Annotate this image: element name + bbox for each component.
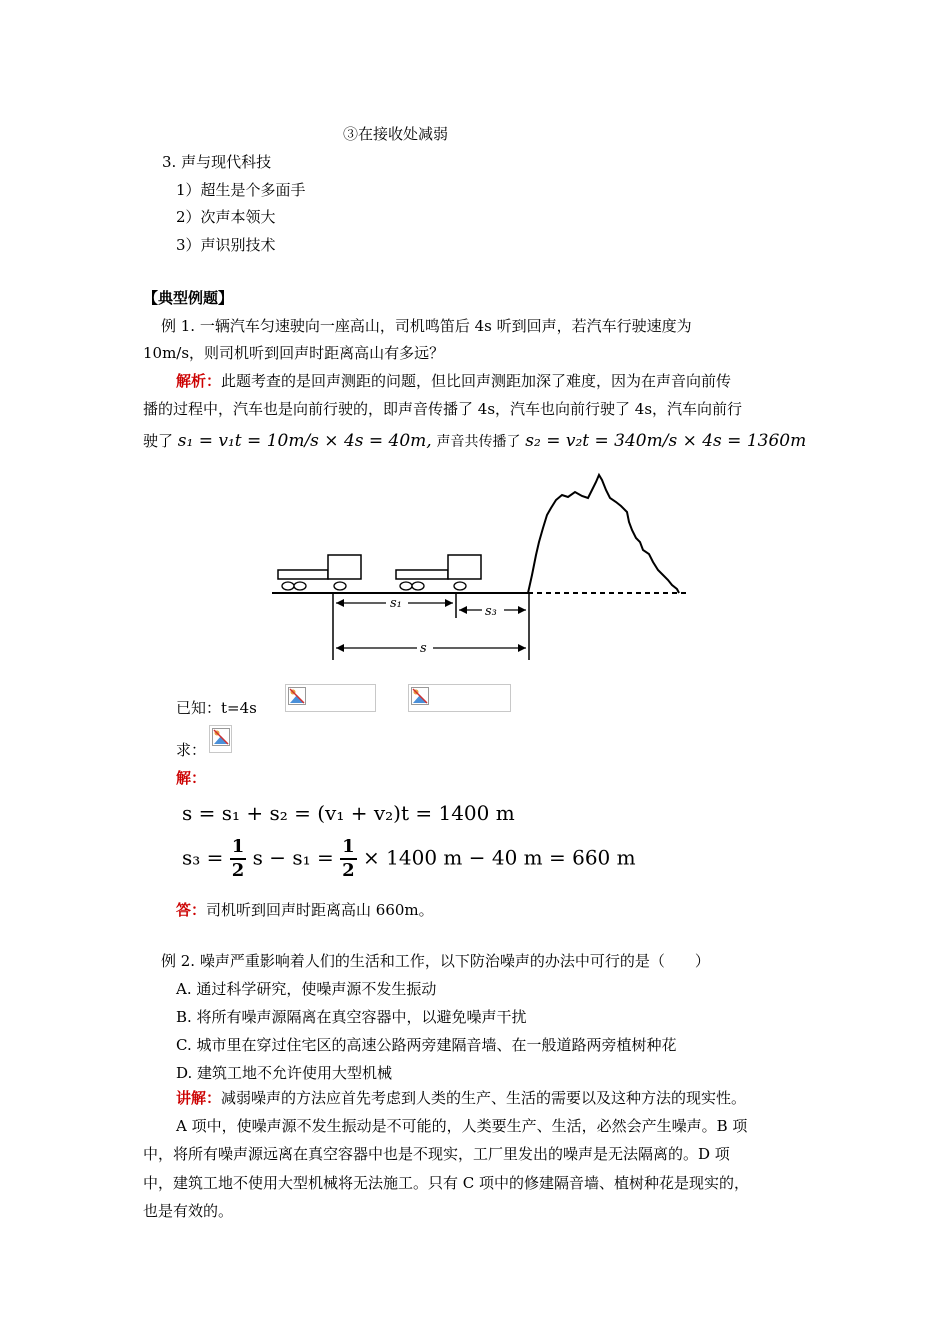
example2-explain-line4: 中，建筑工地不使用大型机械将无法施工。只有 C 项中的修建隔音墙、植树种花是现实的， (143, 1174, 750, 1192)
label-s: s (420, 641, 427, 656)
broken-image-icon (212, 728, 230, 746)
example2-explain-line5: 也是有效的。 (143, 1202, 234, 1220)
example2-option-a: A. 通过科学研究，使噪声源不发生振动 (176, 980, 437, 998)
section-title: 【典型例题】 (143, 289, 234, 307)
broken-image-placeholder-3 (209, 725, 232, 753)
known-label: 已知：t=4s (176, 699, 257, 717)
eq2-mid1: s − s₁ = (252, 845, 334, 870)
example1-analysis-line2: 播的过程中，汽车也是向前行驶的，即声音传播了 4s，汽车也向前行驶了 4s，汽车向前行 (143, 400, 743, 418)
example2-option-b: B. 将所有噪声源隔离在真空容器中，以避免噪声干扰 (176, 1008, 527, 1026)
example2-explain-line2: A 项中，使噪声源不发生振动是不可能的，人类要生产、生活，必然会产生噪声。B 项 (176, 1117, 748, 1135)
equation-1: s = s₁ + s₂ = (v₁ + v₂)t = 1400 m (182, 801, 515, 825)
answer-text: 司机听到回声时距离高山 660m。 (206, 901, 434, 919)
eq2-mid2: × 1400 m − 40 m = 660 m (363, 845, 636, 870)
broken-image-icon (288, 687, 306, 705)
explain-text-1: 减弱噪声的方法应首先考虑到人类的生产、生活的需要以及这种方法的现实性。 (221, 1089, 747, 1107)
analysis-label: 解析： (176, 372, 222, 390)
analysis-text-3-prefix: 驶了 (143, 432, 174, 450)
example2-explain-line3: 中，将所有噪声源远离在真空容器中也是不现实，工厂里发出的噪声是无法隔离的。D 项 (143, 1145, 730, 1163)
outline-sub-3: 3）声识别技术 (176, 236, 276, 254)
formula-s1: s₁ = v₁t = 10m/s × 4s = 40m, (177, 431, 432, 451)
fraction-half-1: $\frac{1}{2}$ (231, 836, 245, 881)
label-s1: s₁ (390, 596, 402, 611)
example2-question: 例 2. 噪声严重影响着人们的生活和工作，以下防治噪声的办法中可行的是（ ） (161, 952, 710, 970)
s-dimension (336, 639, 526, 655)
example1-question-line2: 10m/s，则司机听到回声时距离高山有多远？ (143, 344, 445, 362)
broken-image-placeholder-1 (285, 684, 376, 712)
equation-2 (182, 836, 636, 882)
broken-image-icon (411, 687, 429, 705)
answer-label: 答： (176, 901, 207, 919)
outline-heading-3: 3. 声与现代科技 (162, 153, 272, 171)
example1-question-line1: 例 1. 一辆汽车匀速驶向一座高山，司机鸣笛后 4s 听到回声，若汽车行驶速度为 (161, 317, 692, 335)
fraction-half-2: $\frac{1}{2}$ (342, 836, 355, 881)
mountain-outline (528, 475, 679, 593)
formula-s2: s₂ = v₂t = 340m/s × 4s = 1360m (525, 431, 807, 451)
example2-option-d: D. 建筑工地不允许使用大型机械 (176, 1064, 393, 1082)
example1-analysis-line3 (143, 430, 806, 451)
eq2-left: s₃ = (182, 845, 224, 870)
solution-label: 解： (176, 769, 207, 787)
truck-1 (278, 555, 361, 590)
answer-line (176, 899, 434, 920)
truck-2 (396, 555, 481, 590)
example2-explain-line1 (176, 1087, 746, 1108)
echo-diagram (0, 470, 950, 690)
analysis-text-3-mid: 声音共传播了 (436, 434, 521, 450)
label-s3: s₃ (485, 604, 497, 619)
analysis-text-1: 此题考查的是回声测距的问题，但比回声测距加深了难度，因为在声音向前传 (221, 372, 732, 390)
explain-label: 讲解： (176, 1089, 222, 1107)
outline-sub-2: 2）次声本领大 (176, 208, 276, 226)
outline-item-3-3: ③在接收处减弱 (343, 125, 449, 143)
example1-analysis-line1 (176, 370, 731, 391)
broken-image-placeholder-2 (408, 684, 511, 712)
find-label: 求： (176, 741, 207, 759)
outline-sub-1: 1）超生是个多面手 (176, 181, 306, 199)
example2-option-c: C. 城市里在穿过住宅区的高速公路两旁建隔音墙、在一般道路两旁植树种花 (176, 1036, 677, 1054)
